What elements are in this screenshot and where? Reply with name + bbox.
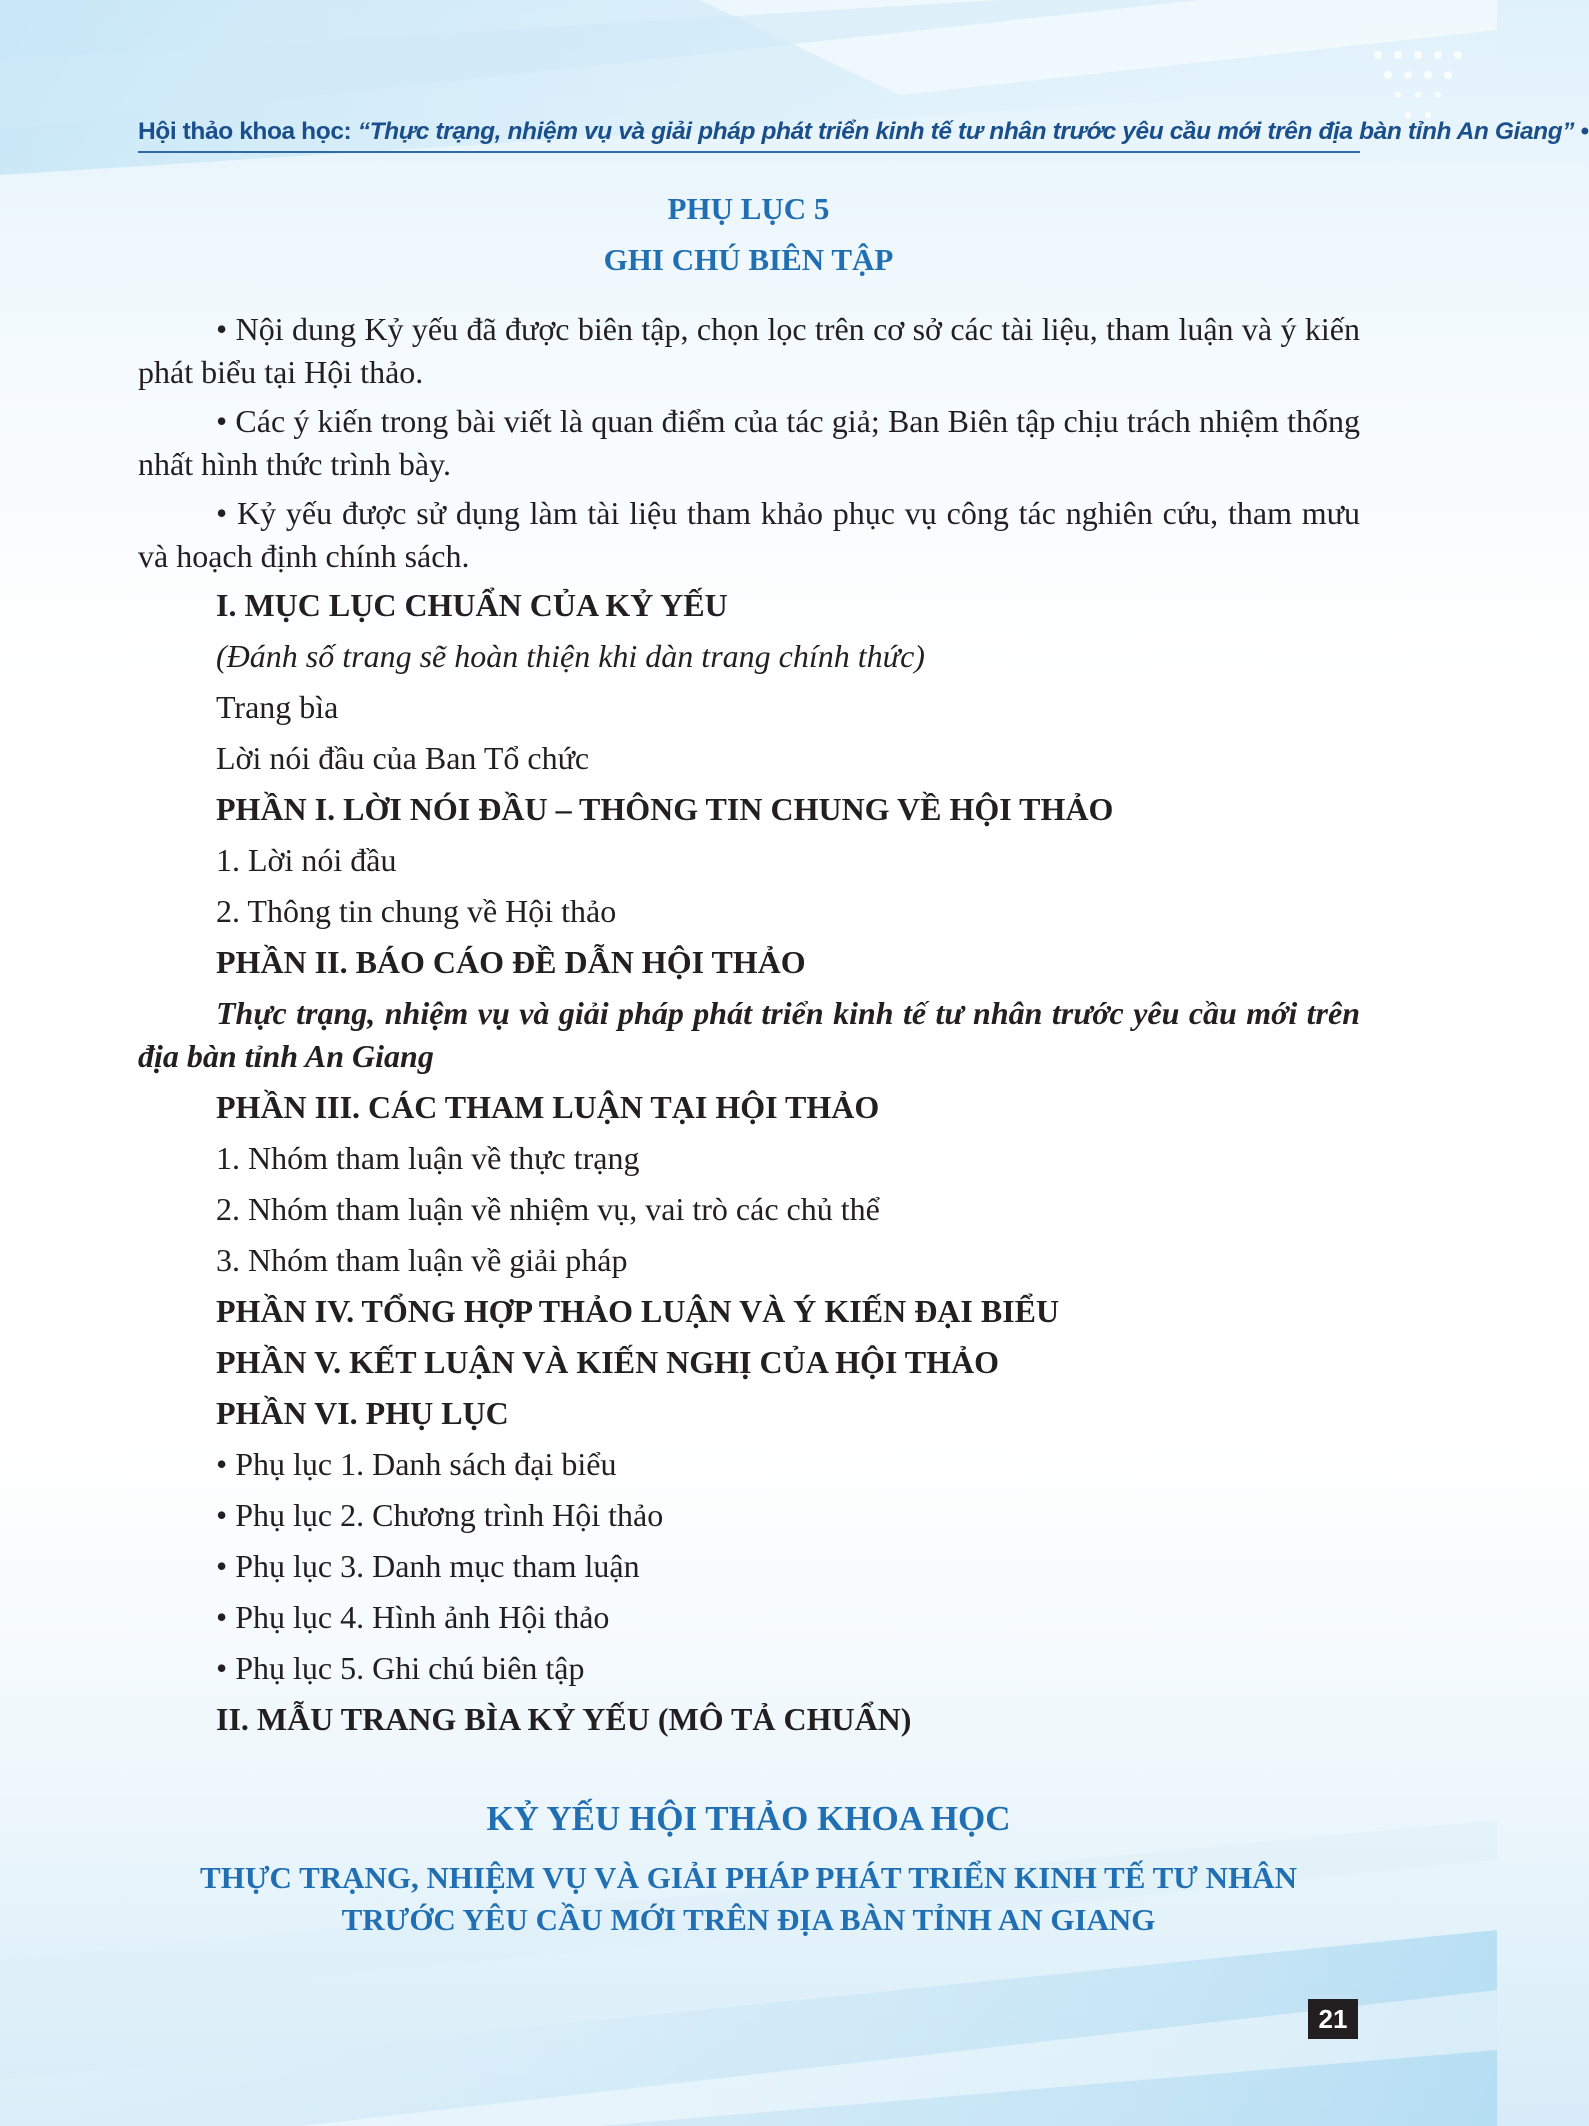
section1-note: (Đánh số trang sẽ hoàn thiện khi dàn trang chính thức) [216, 638, 925, 674]
appendix-list-text: Phụ lục 1. Danh sách đại biểu [235, 1446, 617, 1482]
note-text: Nội dung Kỷ yếu đã được biên tập, chọn lọc trên cơ sở các tài liệu, tham luận và ý kiến phát biểu tại Hội thảo. [138, 311, 1361, 390]
note-paragraph [138, 400, 1360, 486]
header-title: “Thực trạng, nhiệm vụ và giải pháp phát triển kinh tế tư nhân trước yêu cầu mới trên địa bàn tỉnh An Giang” [357, 118, 1575, 145]
bullet: • [216, 1446, 228, 1482]
note-paragraph [138, 492, 1360, 578]
toc-foreword: Lời nói đầu của Ban Tổ chức [216, 740, 590, 776]
main-text [138, 308, 1360, 1749]
part1-item: 2. Thông tin chung về Hội thảo [216, 893, 617, 929]
header-rule [138, 151, 1360, 153]
part4-heading: PHẦN IV. TỔNG HỢP THẢO LUẬN VÀ Ý KIẾN ĐẠI BIỂU [216, 1293, 1060, 1329]
appendix-list-text: Phụ lục 3. Danh mục tham luận [235, 1548, 640, 1584]
bullet: • [216, 1599, 228, 1635]
appendix-title: GHI CHÚ BIÊN TẬP [603, 242, 894, 277]
part3-item: 3. Nhóm tham luận về giải pháp [216, 1242, 628, 1278]
appendix-list-text: Phụ lục 2. Chương trình Hội thảo [235, 1497, 664, 1533]
appendix-label: PHỤ LỤC 5 [667, 191, 830, 226]
section1-heading: I. MỤC LỤC CHUẨN CỦA KỶ YẾU [216, 587, 728, 623]
note-paragraph [138, 308, 1360, 394]
part3-item: 1. Nhóm tham luận về thực trạng [216, 1140, 640, 1176]
header-prefix: Hội thảo khoa học: [138, 118, 358, 145]
bullet: • [216, 1548, 228, 1584]
appendix-list-text: Phụ lục 5. Ghi chú biên tập [235, 1650, 585, 1686]
bullet: • [216, 495, 228, 531]
part3-heading: PHẦN III. CÁC THAM LUẬN TẠI HỘI THẢO [216, 1089, 880, 1125]
toc-cover-page: Trang bìa [216, 689, 339, 725]
appendix-list-item [138, 1494, 1360, 1537]
appendix-list-item [138, 1545, 1360, 1588]
header-marker: • [1574, 118, 1589, 145]
part3-item: 2. Nhóm tham luận về nhiệm vụ, vai trò các chủ thể [216, 1191, 880, 1227]
page-number: 21 [1308, 1999, 1358, 2039]
running-header [138, 118, 1589, 146]
appendix-list-text: Phụ lục 4. Hình ảnh Hội thảo [235, 1599, 610, 1635]
part6-heading: PHẦN VI. PHỤ LỤC [216, 1395, 509, 1431]
cover-subtitle-line2: TRƯỚC YÊU CẦU MỚI TRÊN ĐỊA BÀN TỈNH AN GIANG [341, 1902, 1156, 1937]
note-text: Các ý kiến trong bài viết là quan điểm của tác giả; Ban Biên tập chịu trách nhiệm thống nhất hình thức trình bày. [138, 403, 1361, 482]
part5-heading: PHẦN V. KẾT LUẬN VÀ KIẾN NGHỊ CỦA HỘI THẢO [216, 1344, 999, 1380]
cover-sample [0, 1797, 1497, 1941]
bullet: • [216, 1497, 228, 1533]
cover-subtitle-line1: THỰC TRẠNG, NHIỆM VỤ VÀ GIẢI PHÁP PHÁT TRIỂN KINH TẾ TƯ NHÂN [200, 1860, 1297, 1895]
bullet: • [216, 311, 228, 347]
part1-heading: PHẦN I. LỜI NÓI ĐẦU – THÔNG TIN CHUNG VỀ HỘI THẢO [216, 791, 1114, 827]
part1-item: 1. Lời nói đầu [216, 842, 397, 878]
bullet: • [216, 403, 228, 439]
appendix-list-item [138, 1443, 1360, 1486]
part2-heading: PHẦN II. BÁO CÁO ĐỀ DẪN HỘI THẢO [216, 944, 806, 980]
section2-heading: II. MẪU TRANG BÌA KỶ YẾU (MÔ TẢ CHUẨN) [216, 1701, 912, 1737]
part2-topic: Thực trạng, nhiệm vụ và giải pháp phát triển kinh tế tư nhân trước yêu cầu mới trên địa bàn tỉnh An Giang [138, 995, 1360, 1074]
bullet: • [216, 1650, 228, 1686]
cover-title: KỶ YẾU HỘI THẢO KHOA HỌC [486, 1799, 1011, 1838]
appendix-list-item [138, 1596, 1360, 1639]
appendix-list-item [138, 1647, 1360, 1690]
note-text: Kỷ yếu được sử dụng làm tài liệu tham khảo phục vụ công tác nghiên cứu, tham mưu và hoạch định chính sách. [138, 495, 1361, 574]
